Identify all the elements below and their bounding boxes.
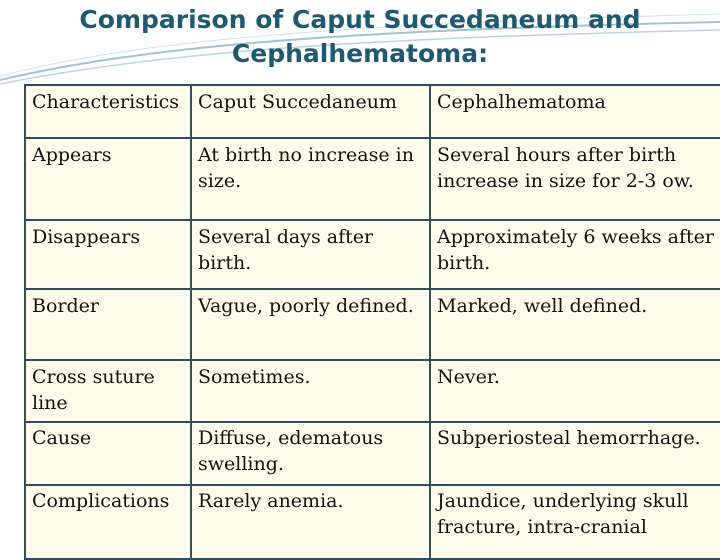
title-line-1: Comparison of Caput Succedaneum and: [79, 5, 641, 34]
table-row: [25, 138, 720, 220]
page-title: [0, 3, 720, 71]
table-cell: Approximately 6 weeks after birth.: [430, 220, 720, 289]
table-cell: Rarely anemia.: [191, 485, 430, 559]
table-cell: Complications: [25, 485, 191, 559]
header-cell: Cephalhematoma: [430, 85, 720, 138]
table-cell: Vague, poorly defined.: [191, 289, 430, 360]
table-cell: Jaundice, underlying skull fracture, intra-cranial: [430, 485, 720, 559]
table-cell: Cross suture line: [25, 360, 191, 422]
table-row: [25, 360, 720, 422]
title-line-2: Cephalhematoma:: [231, 39, 489, 68]
table-cell: Several days after birth.: [191, 220, 430, 289]
table-cell: Cause: [25, 422, 191, 485]
table-cell: Disappears: [25, 220, 191, 289]
table-header-row: [25, 85, 720, 138]
table-cell: Marked, well defined.: [430, 289, 720, 360]
table-cell: Appears: [25, 138, 191, 220]
table-cell: Border: [25, 289, 191, 360]
table-cell: Never.: [430, 360, 720, 422]
table-cell: Sometimes.: [191, 360, 430, 422]
table-row: [25, 220, 720, 289]
table-cell: Subperiosteal hemorrhage.: [430, 422, 720, 485]
table-row: [25, 485, 720, 559]
table-cell: Diffuse, edematous swelling.: [191, 422, 430, 485]
comparison-table-container: [24, 84, 720, 554]
header-cell: Caput Succedaneum: [191, 85, 430, 138]
table-row: [25, 289, 720, 360]
table-cell: At birth no increase in size.: [191, 138, 430, 220]
table-cell: Several hours after birth increase in size for 2-3 ow.: [430, 138, 720, 220]
table-row: [25, 422, 720, 485]
header-cell: Characteristics: [25, 85, 191, 138]
comparison-table: [24, 84, 720, 560]
